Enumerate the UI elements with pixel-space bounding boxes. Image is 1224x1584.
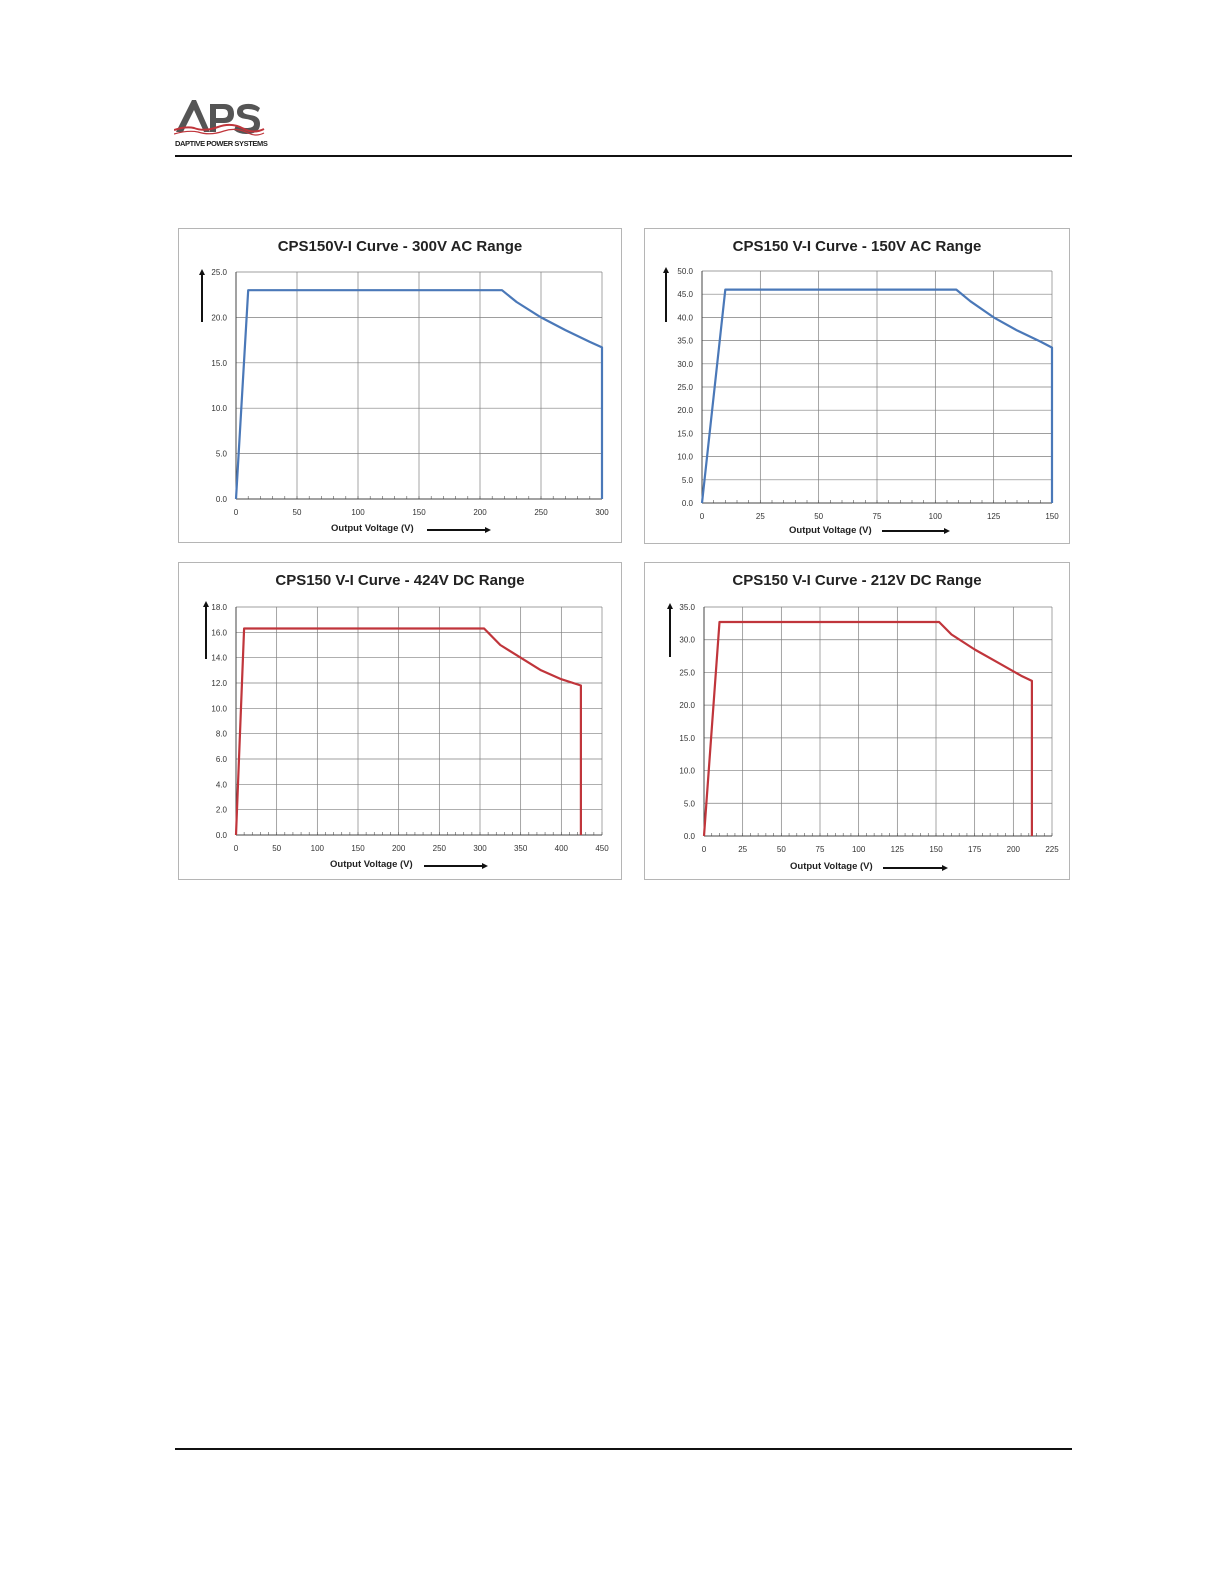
x-tick-label: 50 [814, 512, 824, 521]
x-tick-label: 200 [473, 508, 487, 517]
series-line [704, 622, 1032, 836]
x-tick-label: 0 [701, 845, 707, 854]
y-tick-label: 10.0 [679, 766, 695, 776]
x-tick-label: 100 [310, 844, 325, 853]
x-tick-label: 25 [738, 845, 748, 854]
y-tick-label: 18.0 [211, 603, 227, 612]
x-tick-label: 50 [776, 845, 786, 854]
x-axis-arrowhead [482, 863, 488, 869]
x-tick-label: 300 [473, 844, 487, 853]
y-tick-label: 12.0 [211, 679, 227, 688]
chart-panel-300v-ac [178, 228, 622, 543]
y-tick-label: 5.0 [681, 475, 693, 485]
x-tick-label: 125 [890, 845, 905, 854]
x-tick-label: 150 [351, 844, 365, 853]
x-tick-label: 75 [872, 512, 882, 521]
x-tick-label: 100 [351, 508, 365, 517]
y-tick-label: 0.0 [215, 831, 227, 840]
x-tick-label: 450 [595, 844, 609, 853]
logo-subtext: DAPTIVE POWER SYSTEMS [175, 139, 268, 148]
x-tick-label: 175 [967, 845, 982, 854]
chart-panel-212v-dc [644, 562, 1070, 880]
y-tick-label: 20.0 [679, 701, 695, 711]
y-tick-label: 25.0 [679, 668, 695, 678]
chart-title: CPS150V-I Curve - 300V AC Range [277, 238, 523, 255]
y-tick-label: 15.0 [211, 358, 227, 368]
chart-plot [645, 563, 1071, 881]
y-tick-label: 30.0 [679, 635, 695, 645]
y-tick-label: 45.0 [677, 290, 693, 300]
y-tick-label: 14.0 [211, 653, 227, 663]
chart-title: CPS150 V-I Curve - 424V DC Range [275, 572, 525, 589]
x-tick-label: 0 [233, 844, 239, 853]
y-axis-arrowhead [203, 601, 209, 607]
y-tick-label: 5.0 [683, 799, 695, 809]
y-axis-arrowhead [199, 269, 205, 275]
y-axis-arrowhead [667, 603, 673, 609]
header-rule [175, 155, 1072, 157]
x-tick-label: 150 [929, 845, 943, 854]
x-axis-label: Output Voltage (V) [790, 861, 873, 872]
y-tick-label: 15.0 [677, 429, 693, 439]
chart-panel-150v-ac [644, 228, 1070, 544]
y-tick-label: 20.0 [677, 406, 693, 416]
x-axis-label: Output Voltage (V) [789, 525, 872, 536]
chart-title: CPS150 V-I Curve - 212V DC Range [732, 572, 982, 589]
y-tick-label: 0.0 [215, 495, 227, 504]
y-tick-label: 35.0 [679, 603, 695, 612]
y-tick-label: 10.0 [211, 404, 227, 414]
chart-plot [645, 229, 1071, 545]
y-tick-label: 25.0 [677, 383, 693, 392]
y-tick-label: 25.0 [211, 268, 227, 277]
x-axis-arrowhead [942, 865, 948, 871]
x-tick-label: 100 [928, 512, 943, 521]
y-tick-label: 15.0 [679, 733, 695, 743]
x-tick-label: 200 [1006, 845, 1021, 854]
y-tick-label: 0.0 [681, 499, 693, 508]
y-tick-label: 8.0 [215, 729, 227, 739]
chart-panel-424v-dc [178, 562, 622, 880]
chart-title: CPS150 V-I Curve - 150V AC Range [732, 238, 982, 255]
y-tick-label: 10.0 [211, 704, 227, 714]
x-tick-label: 25 [755, 512, 765, 521]
series-line [236, 629, 581, 836]
footer-rule [175, 1448, 1072, 1450]
x-tick-label: 0 [699, 512, 705, 521]
y-tick-label: 40.0 [677, 313, 693, 323]
x-axis-label: Output Voltage (V) [330, 859, 413, 870]
y-axis-arrowhead [663, 267, 669, 273]
x-tick-label: 0 [233, 508, 239, 517]
x-tick-label: 200 [391, 844, 406, 853]
x-tick-label: 100 [851, 845, 866, 854]
y-tick-label: 35.0 [677, 336, 693, 346]
y-tick-label: 0.0 [683, 832, 695, 841]
y-tick-label: 30.0 [677, 359, 693, 369]
chart-plot [179, 229, 623, 544]
x-tick-label: 225 [1045, 845, 1059, 854]
y-tick-label: 16.0 [211, 628, 227, 638]
x-tick-label: 150 [1045, 512, 1059, 521]
x-axis-arrowhead [944, 528, 950, 534]
x-axis-label: Output Voltage (V) [331, 523, 414, 534]
y-tick-label: 4.0 [215, 780, 227, 790]
x-tick-label: 50 [292, 508, 302, 517]
x-tick-label: 50 [272, 844, 282, 853]
x-tick-label: 250 [534, 508, 548, 517]
x-tick-label: 150 [412, 508, 426, 517]
chart-plot [179, 563, 623, 881]
y-tick-label: 50.0 [677, 267, 693, 276]
y-tick-label: 5.0 [215, 449, 227, 459]
x-tick-label: 250 [432, 844, 447, 853]
x-tick-label: 75 [815, 845, 825, 854]
y-tick-label: 10.0 [677, 452, 693, 462]
y-tick-label: 2.0 [215, 805, 227, 815]
x-tick-label: 125 [986, 512, 1001, 521]
x-tick-label: 300 [595, 508, 609, 517]
x-tick-label: 400 [554, 844, 569, 853]
y-tick-label: 6.0 [215, 755, 227, 764]
x-tick-label: 350 [513, 844, 528, 853]
y-tick-label: 20.0 [211, 313, 227, 323]
x-axis-arrowhead [485, 527, 491, 533]
